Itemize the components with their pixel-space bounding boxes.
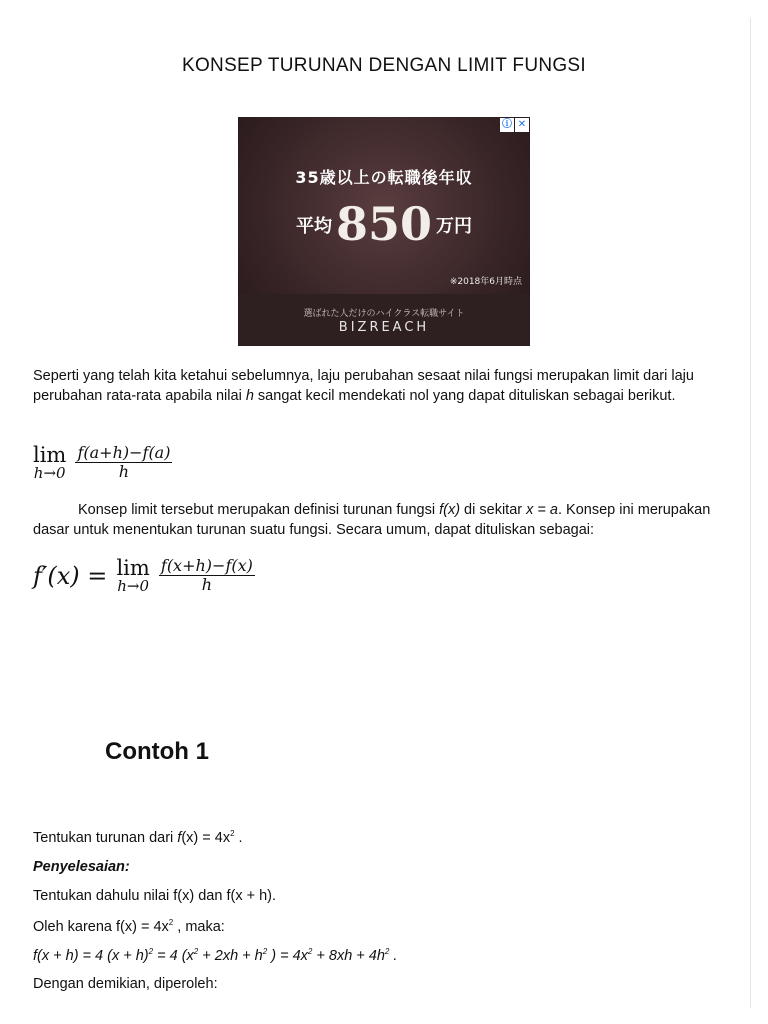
step3-exp-4: 2: [307, 947, 313, 956]
lim-word: lim: [33, 442, 67, 467]
fraction-denominator-2: h: [201, 575, 213, 595]
step2-text-a: Oleh karena f(x) = 4x: [33, 919, 169, 935]
definition-text-2: di sekitar: [460, 502, 527, 518]
step2-text-b: , maka:: [173, 919, 225, 935]
intro-paragraph: [33, 366, 723, 406]
step3-e: + 8xh + 4h: [312, 948, 385, 964]
definition-text-3: . Konsep ini merupakan dasar untuk menentukan turunan suatu fungsi. Secara umum, dapat dituliskan sebagai:: [33, 502, 711, 538]
page-edge: [750, 18, 751, 1008]
intro-h: h: [245, 388, 254, 404]
formula-derivative: [33, 557, 255, 595]
ad-avg-label: 平均: [295, 216, 332, 237]
step3-b: = 4 (x: [153, 948, 194, 964]
ad-brand-logo: BIZREACH: [338, 320, 430, 335]
ad-amount: 850: [335, 197, 433, 251]
solution-step-3: [33, 947, 397, 964]
solution-step-2: [33, 918, 225, 935]
ad-info-icon[interactable]: ⓘ: [502, 119, 512, 130]
example-question: [33, 829, 243, 846]
question-exponent: 2: [230, 829, 235, 838]
step3-exp-3: 2: [262, 947, 268, 956]
lim-subscript-2: h→0: [117, 576, 149, 595]
fraction-numerator-2: f(x+h)−f(x): [160, 556, 253, 575]
limit-operator: [33, 442, 67, 482]
example-heading: Contoh 1: [105, 738, 209, 765]
step3-exp-2: 2: [193, 947, 199, 956]
ad-banner[interactable]: [238, 117, 530, 346]
step3-exp-1: 2: [148, 947, 154, 956]
ad-controls: [500, 118, 529, 132]
intro-text-2: sangat kecil mendekati nol yang dapat dituliskan sebagai berikut.: [253, 388, 676, 404]
solution-step-1: Tentukan dahulu nilai f(x) dan f(x + h).: [33, 888, 277, 904]
step3-a: f(x + h) = 4 (x + h): [33, 948, 149, 964]
definition-xa: x = a: [526, 502, 558, 518]
ad-footer: [238, 294, 530, 346]
lim-subscript: h→0: [33, 463, 66, 482]
definition-paragraph: [33, 500, 723, 540]
definition-text-1: Konsep limit tersebut merupakan definisi turunan fungsi: [78, 502, 440, 518]
step3-f: .: [389, 948, 398, 964]
formula-limit: [33, 444, 172, 482]
limit-operator-2: [116, 555, 150, 595]
ad-tagline: 選ばれた人だけのハイクラス転職サイト: [303, 309, 465, 319]
fraction-numerator: f(a+h)−f(a): [77, 443, 171, 462]
ad-unit: 万円: [436, 216, 473, 237]
ad-headline: 35歳以上の転職後年収: [295, 168, 473, 187]
fraction-denominator: h: [118, 462, 130, 482]
ad-close-icon[interactable]: ✕: [515, 118, 529, 132]
question-eq: (x) = 4x: [181, 830, 231, 846]
ad-note: ※2018年6月時点: [449, 277, 522, 287]
definition-fx: f(x): [439, 502, 461, 518]
page-title: KONSEP TURUNAN DENGAN LIMIT FUNGSI: [182, 55, 586, 76]
step2-exponent: 2: [168, 918, 174, 927]
solution-step-4: Dengan demikian, diperoleh:: [33, 976, 218, 992]
fraction: [75, 444, 172, 482]
step3-d: ) = 4x: [267, 948, 308, 964]
fraction-2: [159, 557, 255, 595]
derivative-lhs: f′(x) =: [33, 561, 108, 590]
question-f: f: [177, 830, 182, 846]
lim-word-2: lim: [116, 555, 150, 580]
question-end: .: [234, 830, 243, 846]
step3-exp-5: 2: [384, 947, 390, 956]
ad-salary: [238, 197, 530, 251]
solution-label: Penyelesaian:: [33, 859, 130, 875]
step3-c: + 2xh + h: [198, 948, 263, 964]
intro-text-1: Seperti yang telah kita ketahui sebelumnya, laju perubahan sesaat nilai fungsi merupakan limit dari laju perubahan rata-rata apabila nilai: [33, 368, 694, 404]
question-text: Tentukan turunan dari: [33, 830, 178, 846]
